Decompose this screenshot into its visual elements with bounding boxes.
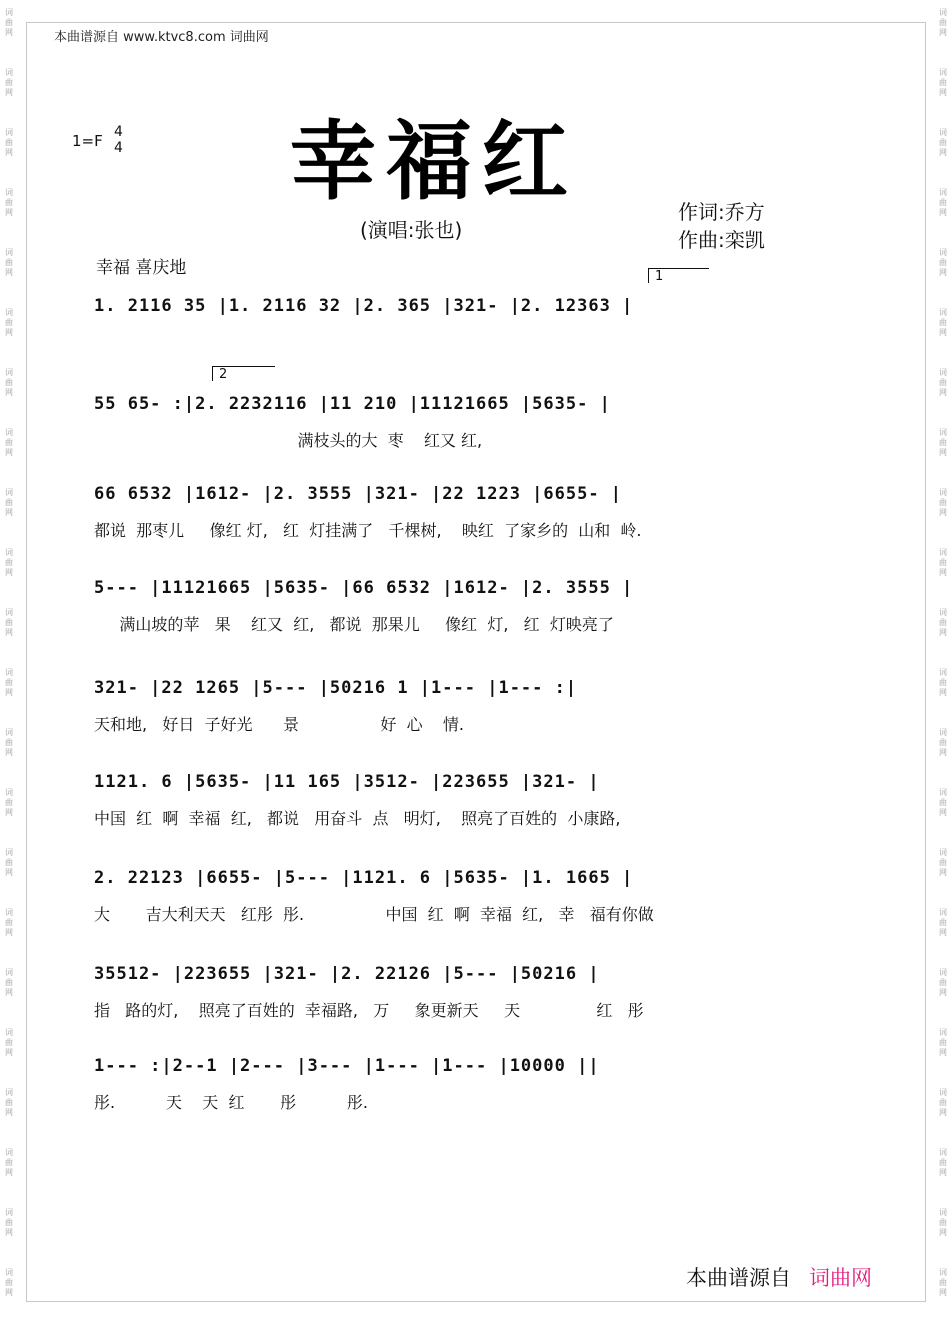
song-title: 幸福红 [290,111,578,212]
lyric-line: 大 吉大利天天 红彤 彤. 中国 红 啊 幸福 红, 幸 福有你做 [94,905,654,924]
watermark-mark: 词曲网 [939,308,947,337]
watermark-mark: 词曲网 [5,368,13,397]
volta-first-ending: 1 [648,268,709,283]
watermark-mark: 词曲网 [5,248,13,277]
watermark-mark: 词曲网 [939,188,947,217]
notation-line: 66 6532 |1612- |2. 3555 |321- |22 1223 |6655- | [94,484,623,504]
watermark-mark: 词曲网 [5,188,13,217]
notation-line: 321- |22 1265 |5--- |50216 1 |1--- |1--- :| [94,678,578,698]
lyric-line: 指 路的灯, 照亮了百姓的 幸福路, 万 象更新天 天 红 彤 [94,1001,644,1020]
lyric-line: 中国 红 啊 幸福 红, 都说 用奋斗 点 明灯, 照亮了百姓的 小康路, [94,809,621,828]
watermark-mark: 词曲网 [5,668,13,697]
watermark-mark: 词曲网 [939,608,947,637]
notation-line: 1--- :|2--1 |2--- |3--- |1--- |1--- |10000 || [94,1056,600,1076]
watermark-mark: 词曲网 [5,8,13,37]
watermark-mark: 词曲网 [939,488,947,517]
composer-credit: 作曲:栾凯 [678,228,765,252]
watermark-mark: 词曲网 [5,308,13,337]
watermark-mark: 词曲网 [5,728,13,757]
watermark-mark: 词曲网 [939,668,947,697]
watermark-mark: 词曲网 [5,488,13,517]
notation-line: 2. 22123 |6655- |5--- |1121. 6 |5635- |1. 1665 | [94,868,634,888]
footer-source-text: 本曲谱源自 [686,1266,791,1290]
credits-block [678,198,765,254]
watermark-mark: 词曲网 [5,428,13,457]
footer-source [686,1262,872,1292]
lyric-line: 都说 那枣儿 像红 灯, 红 灯挂满了 千棵树, 映红 了家乡的 山和 岭. [94,521,642,540]
watermark-mark: 词曲网 [939,428,947,457]
watermark-mark: 词曲网 [939,548,947,577]
lyric-line: 满枝头的大 枣 红又 红, [94,431,483,450]
watermark-mark: 词曲网 [939,368,947,397]
notation-line: 5--- |11121665 |5635- |66 6532 |1612- |2. 3555 | [94,578,634,598]
right-watermark-strip [934,0,952,1326]
watermark-mark: 词曲网 [939,908,947,937]
key-signature: 1=F [72,132,103,150]
watermark-mark: 词曲网 [5,128,13,157]
notation-line: 1121. 6 |5635- |11 165 |3512- |223655 |321- | [94,772,600,792]
watermark-mark: 词曲网 [939,728,947,757]
watermark-mark: 词曲网 [939,248,947,277]
left-watermark-strip [0,0,18,1326]
watermark-mark: 词曲网 [5,68,13,97]
watermark-mark: 词曲网 [5,848,13,877]
watermark-mark: 词曲网 [5,608,13,637]
singer-credit: (演唱:张也) [360,218,463,242]
watermark-mark: 词曲网 [5,908,13,937]
lyric-line: 天和地, 好日 子好光 景 好 心 情. [94,715,465,734]
footer-brand: 词曲网 [809,1266,872,1290]
time-signature-top: 4 [114,124,123,140]
watermark-mark: 词曲网 [5,1268,13,1297]
watermark-mark: 词曲网 [939,968,947,997]
watermark-mark: 词曲网 [939,68,947,97]
watermark-mark: 词曲网 [939,1028,947,1057]
watermark-mark: 词曲网 [5,1088,13,1117]
lyric-line: 满山坡的苹 果 红又 红, 都说 那果儿 像红 灯, 红 灯映亮了 [94,615,614,634]
notation-line: 1. 2116 35 |1. 2116 32 |2. 365 |321- |2. 12363 | [94,296,634,316]
watermark-mark: 词曲网 [5,548,13,577]
watermark-mark: 词曲网 [939,128,947,157]
lyricist-credit: 作词:乔方 [678,200,765,224]
watermark-mark: 词曲网 [939,1148,947,1177]
header-source-text: 本曲谱源自 www.ktvc8.com 词曲网 [54,30,269,45]
watermark-mark: 词曲网 [939,788,947,817]
volta-second-ending: 2 [212,366,275,381]
watermark-mark: 词曲网 [939,1208,947,1237]
watermark-mark: 词曲网 [939,848,947,877]
watermark-mark: 词曲网 [939,1088,947,1117]
watermark-mark: 词曲网 [5,1208,13,1237]
watermark-mark: 词曲网 [5,1028,13,1057]
watermark-mark: 词曲网 [939,8,947,37]
watermark-mark: 词曲网 [5,788,13,817]
watermark-mark: 词曲网 [5,968,13,997]
expression-marking: 幸福 喜庆地 [96,258,187,278]
lyric-line: 彤. 天 天 红 彤 彤. [94,1093,369,1112]
notation-line: 55 65- :|2. 2232116 |11 210 |11121665 |5635- | [94,394,611,414]
watermark-mark: 词曲网 [939,1268,947,1297]
time-signature-bottom: 4 [114,140,123,156]
notation-line: 35512- |223655 |321- |2. 22126 |5--- |50216 | [94,964,600,984]
watermark-mark: 词曲网 [5,1148,13,1177]
time-signature [114,124,123,156]
